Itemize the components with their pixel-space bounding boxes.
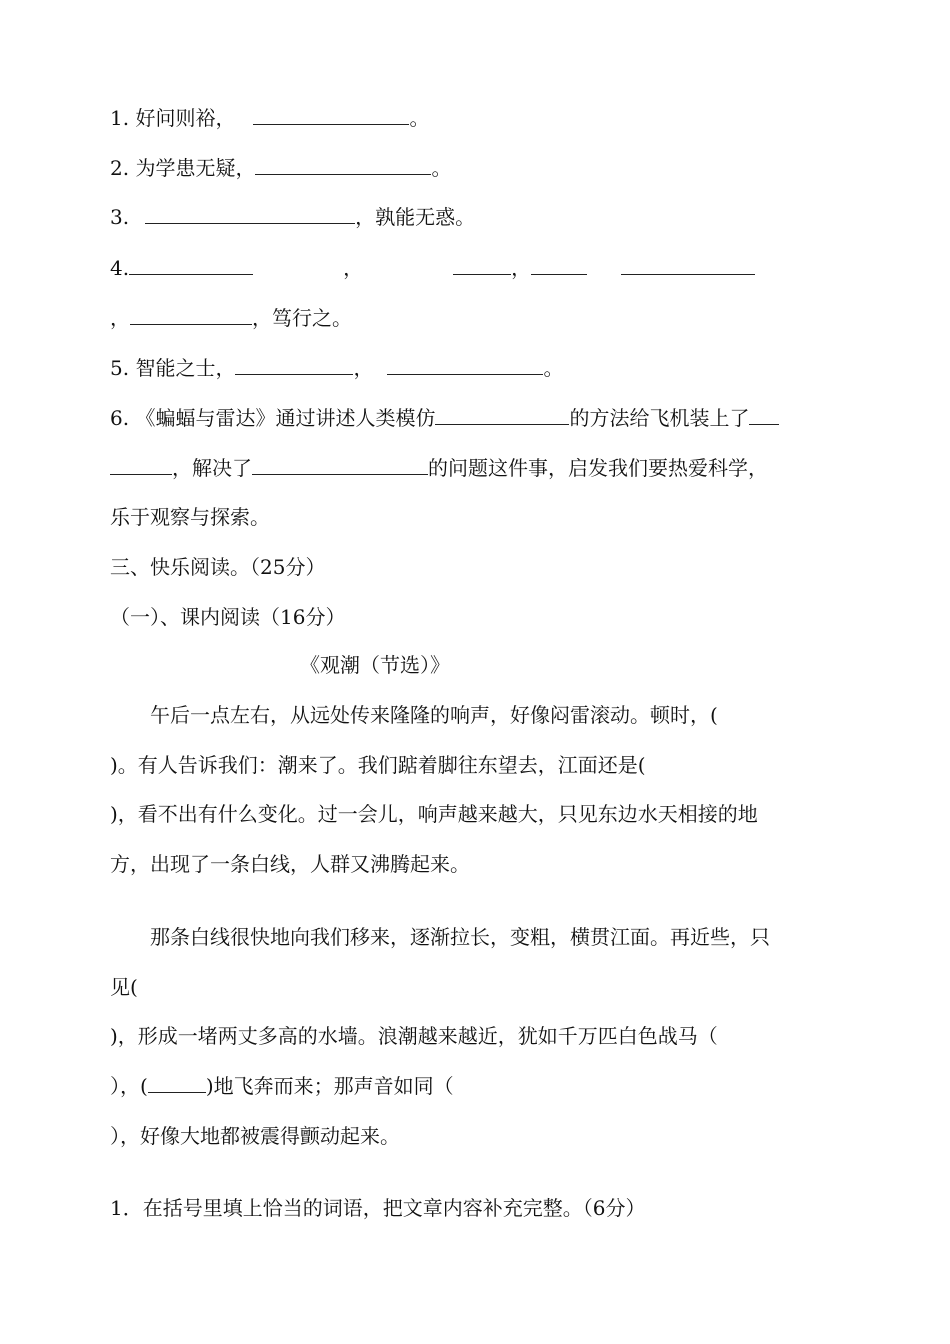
subsection-heading <box>110 604 345 630</box>
question-6-part2: 的方法给飞机装上了 <box>569 406 750 430</box>
answer-blank[interactable] <box>621 256 755 275</box>
question-4-comma: ， <box>511 256 532 280</box>
answer-blank[interactable] <box>435 406 569 425</box>
question-6-part4: 的问题这件事，启发我们要热爱科学， <box>428 456 768 480</box>
question-2-prefix: 2. 为学患无疑， <box>110 156 256 180</box>
question-1-prefix: 1. 好问则裕， <box>110 106 236 130</box>
passage-line <box>110 801 758 827</box>
question-5-suffix: 。 <box>543 356 564 380</box>
question-2-suffix: 。 <box>431 156 452 180</box>
section-heading-text: 三、快乐阅读。（25分） <box>110 555 326 579</box>
passage-line <box>110 851 470 877</box>
question-6-part5: 乐于观察与探索。 <box>110 505 270 529</box>
passage-line-text: 方，出现了一条白线，人群又沸腾起来。 <box>110 852 470 876</box>
answer-blank[interactable] <box>145 205 355 224</box>
answer-blank[interactable] <box>255 156 431 175</box>
passage-line-text: 那条白线很快地向我们移来，逐渐拉长，变粗，横贯江面。再近些，只 <box>150 925 770 949</box>
passage-line-text: )，形成一堵两丈多高的水墙。浪潮越来越近，犹如千万匹白色战马（ <box>110 1024 718 1048</box>
answer-blank[interactable] <box>252 456 428 475</box>
section-heading <box>110 554 325 580</box>
question-6-part3: ，解决了 <box>172 456 252 480</box>
answer-blank[interactable] <box>110 456 172 475</box>
question-2 <box>110 155 451 181</box>
passage-line <box>110 1073 454 1099</box>
question-4-line-2 <box>110 305 352 331</box>
passage-line <box>110 1023 718 1049</box>
answer-blank[interactable] <box>253 106 409 125</box>
passage-line <box>110 1123 400 1149</box>
passage-line <box>110 974 138 1000</box>
answer-blank[interactable] <box>235 356 353 375</box>
answer-blank[interactable] <box>531 256 587 275</box>
passage-line-text: 见( <box>110 975 138 999</box>
passage-title-text: 《观潮（节选）》 <box>300 653 450 677</box>
question-6-line-2 <box>110 455 768 481</box>
answer-blank[interactable] <box>129 256 253 275</box>
question-5-prefix: 5. 智能之士， <box>110 356 236 380</box>
question-6-line-3 <box>110 504 270 530</box>
question-1-suffix: 。 <box>409 106 430 130</box>
passage-line-text: )，看不出有什么变化。过一会儿，响声越来越大，只见东边水天相接的地 <box>110 802 758 826</box>
passage-line-text: ），( <box>110 1074 148 1098</box>
passage-line-text: )。有人告诉我们：潮来了。我们踮着脚往东望去，江面还是( <box>110 753 646 777</box>
subsection-heading-text: （一）、课内阅读（16分） <box>110 605 346 629</box>
passage-title <box>300 652 450 678</box>
question-5-comma: ， <box>353 356 374 380</box>
answer-blank[interactable] <box>749 406 779 425</box>
task-1-text: 1．在括号里填上恰当的词语，把文章内容补充完整。（6分） <box>110 1196 646 1220</box>
passage-line <box>150 702 718 728</box>
answer-blank[interactable] <box>148 1074 206 1093</box>
answer-blank[interactable] <box>130 306 252 325</box>
question-4-line2-prefix: ， <box>110 306 130 330</box>
question-4-line2-suffix: ，笃行之。 <box>252 306 352 330</box>
passage-line-text: ），好像大地都被震得颤动起来。 <box>110 1124 400 1148</box>
task-1 <box>110 1195 645 1221</box>
question-6-part1: 6. 《蝙蝠与雷达》通过讲述人类模仿 <box>110 406 436 430</box>
passage-line <box>110 752 646 778</box>
question-1 <box>110 105 429 131</box>
question-3 <box>110 204 475 230</box>
passage-line-text: 午后一点左右，从远处传来隆隆的响声，好像闷雷滚动。顿时，( <box>150 703 718 727</box>
question-4 <box>110 255 755 281</box>
answer-blank[interactable] <box>453 256 511 275</box>
answer-blank[interactable] <box>387 356 543 375</box>
question-3-suffix: ，孰能无惑。 <box>355 205 476 229</box>
passage-line <box>150 924 770 950</box>
question-6 <box>110 405 779 431</box>
question-5 <box>110 355 563 381</box>
question-4-comma: ， <box>343 256 364 280</box>
question-4-prefix: 4. <box>110 256 130 280</box>
passage-line-text: )地飞奔而来；那声音如同（ <box>205 1074 454 1098</box>
question-3-prefix: 3. <box>110 205 130 229</box>
